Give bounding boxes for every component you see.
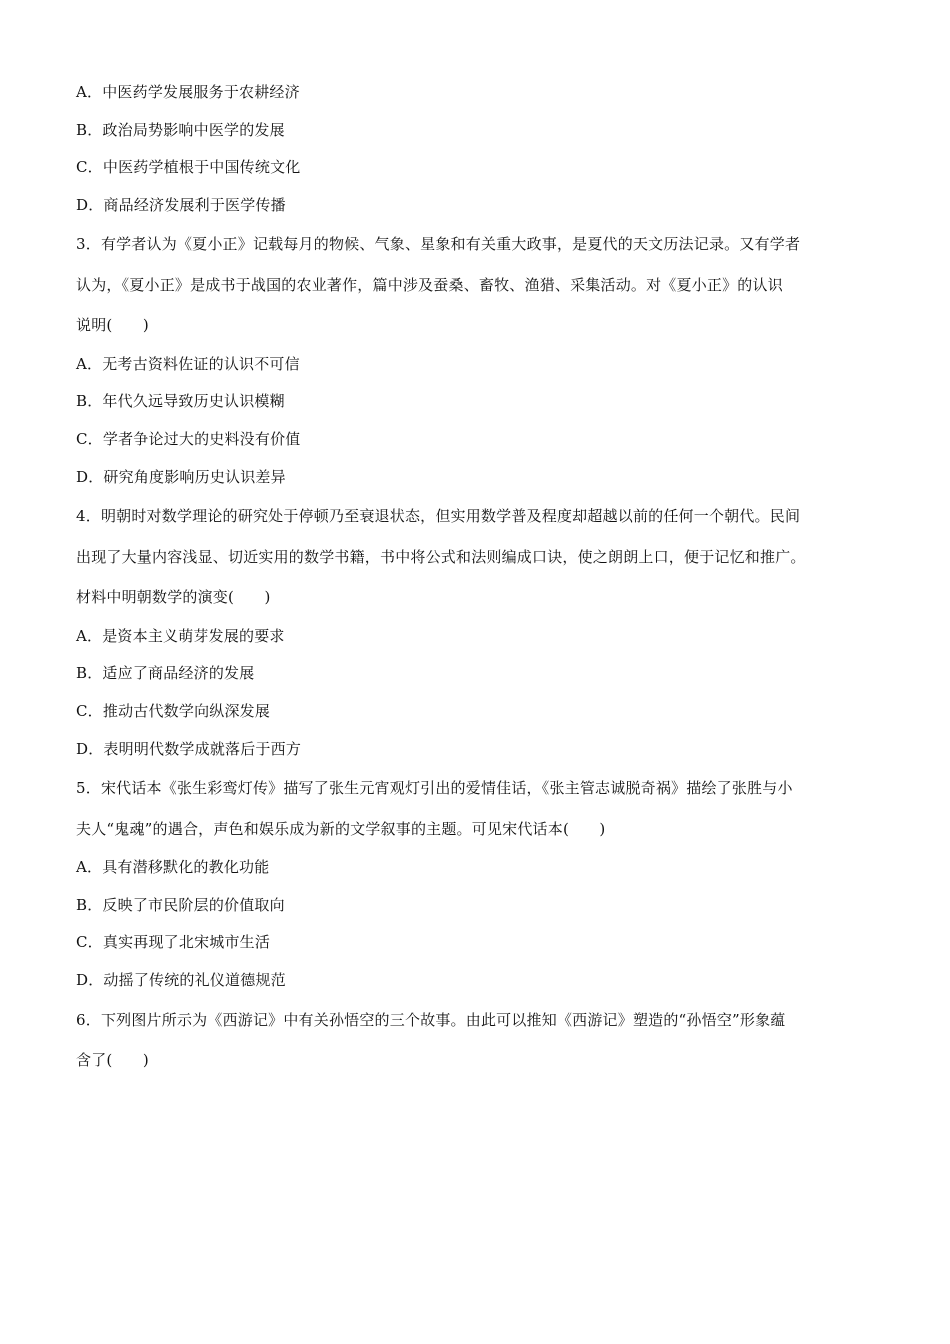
q5-stem	[76, 768, 876, 849]
q3-option-d: D．研究角度影响历史认识差异	[76, 467, 286, 486]
q3-stem-line: 认为，《夏小正》是成书于战国的农业著作，篇中涉及蚕桑、畜牧、渔猎、采集活动。对《夏小正》的认识	[76, 275, 783, 294]
q4-stem-line: 材料中明朝数学的演变( )	[76, 588, 271, 607]
q3-stem-line: 3．有学者认为《夏小正》记载每月的物候、气象、星象和有关重大政事，是夏代的天文历法记录。又有学者	[76, 235, 801, 254]
q5-option-d: D．动摇了传统的礼仪道德规范	[76, 970, 286, 989]
q5-stem-line: 5．宋代话本《张生彩鸾灯传》描写了张生元宵观灯引出的爱情佳话，《张主管志诚脱奇祸》描绘了张胜与小	[76, 779, 793, 798]
q4-option-b: B．适应了商品经济的发展	[76, 664, 255, 683]
q6-stem-line: 6．下列图片所示为《西游记》中有关孙悟空的三个故事。由此可以推知《西游记》塑造的“孙悟空”形象蕴	[76, 1010, 786, 1029]
q2-options	[76, 74, 876, 224]
q6-stem-line: 含了( )	[76, 1051, 149, 1069]
q2-option-b: B．政治局势影响中医学的发展	[76, 120, 285, 139]
exam-page	[76, 74, 876, 1081]
q4-option-d: D．表明明代数学成就落后于西方	[76, 739, 302, 758]
q3-option-b: B．年代久远导致历史认识模糊	[76, 392, 285, 411]
q5-option-c: C．真实再现了北宋城市生活	[76, 933, 271, 952]
q2-option-d: D．商品经济发展利于医学传播	[76, 195, 286, 214]
q5-option-a: A．具有潜移默化的教化功能	[76, 858, 270, 877]
q3-stem-line: 说明( )	[76, 316, 149, 335]
q3-options	[76, 346, 876, 496]
q5-option-b: B．反映了市民阶层的价值取向	[76, 895, 285, 914]
q3-option-c: C．学者争论过大的史料没有价值	[76, 430, 301, 449]
q2-option-c: C．中医药学植根于中国传统文化	[76, 158, 301, 177]
q4-stem-line: 4．明朝时对数学理论的研究处于停顿乃至衰退状态，但实用数学普及程度却超越以前的任何一个朝代。民间	[76, 507, 801, 526]
q2-option-a: A．中医药学发展服务于农耕经济	[76, 83, 300, 101]
q3-stem	[76, 224, 876, 346]
q4-options	[76, 618, 876, 768]
q4-stem-line: 出现了大量内容浅显、切近实用的数学书籍，书中将公式和法则编成口诀，使之朗朗上口，便于记忆和推广。	[76, 547, 806, 566]
q5-stem-line: 夫人“鬼魂”的遇合，声色和娱乐成为新的文学叙事的主题。可见宋代话本( )	[76, 819, 606, 838]
q6-stem	[76, 1000, 876, 1081]
q3-option-a: A．无考古资料佐证的认识不可信	[76, 354, 300, 373]
q4-stem	[76, 496, 876, 618]
q4-option-a: A．是资本主义萌芽发展的要求	[76, 626, 285, 645]
q5-options	[76, 849, 876, 999]
q4-option-c: C．推动古代数学向纵深发展	[76, 701, 271, 720]
